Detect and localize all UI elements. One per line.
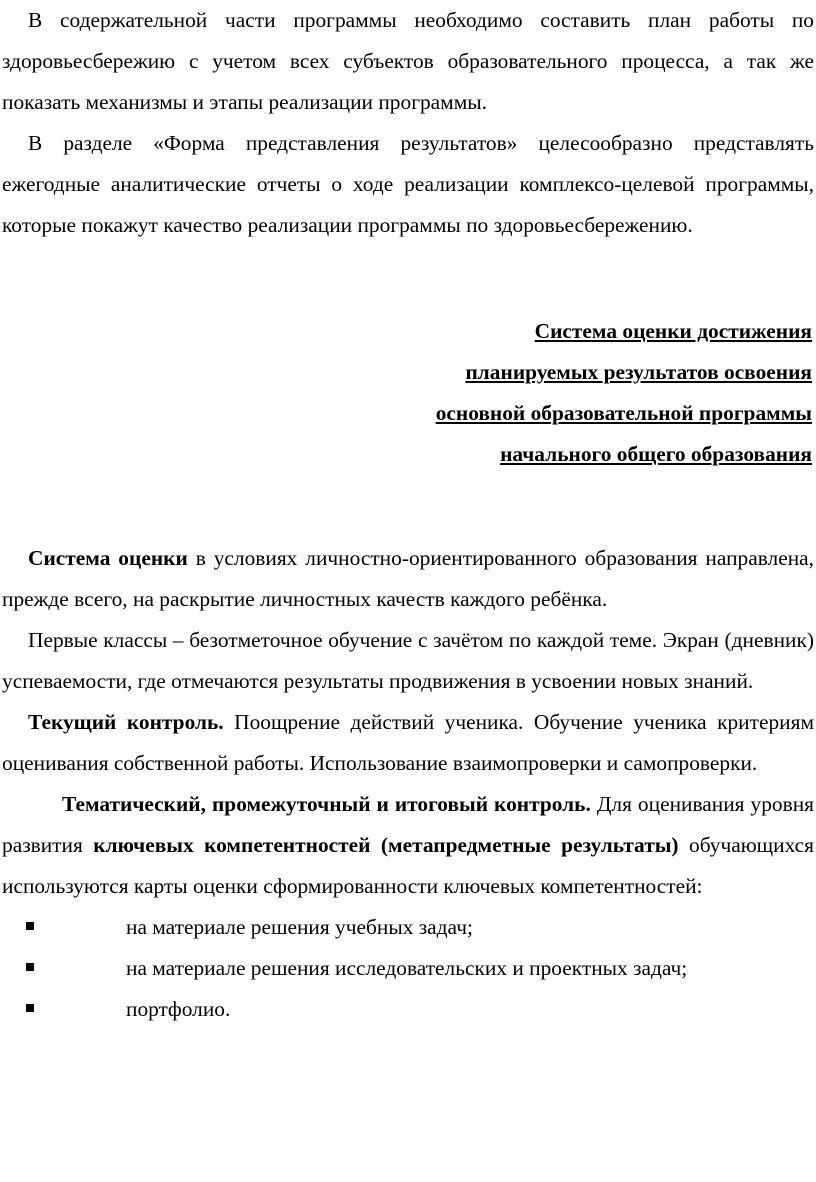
paragraph-results-form: В разделе «Форма представления результатов» целесообразно представлять ежегодные аналитические отчеты о ходе реализации комплексо-целевой программы, которые покажут качество реализации программы по здоровьесбережению.: [2, 131, 814, 237]
paragraph-thematic-control: [2, 784, 814, 907]
key-competencies-term: ключевых компетентностей (метапредметные результаты): [93, 833, 679, 857]
paragraph-first-classes: Первые классы – безотметочное обучение с зачётом по каждой теме. Экран (дневник) успеваемости, где отмечаются результаты продвижения в усвоении новых знаний.: [2, 628, 814, 693]
paragraph-assessment-system: [2, 538, 814, 620]
section-heading: [2, 311, 814, 475]
assessment-system-term: Система оценки: [28, 546, 188, 570]
heading-line-2: планируемых результатов освоения: [465, 360, 812, 384]
thematic-control-term: Тематический, промежуточный и итоговый контроль.: [62, 792, 591, 816]
list-item: портфолио.: [2, 989, 814, 1030]
thematic-control-text-1: Для оценивания уровня развития: [2, 792, 814, 857]
thematic-control-text-2: обучающихся используются карты оценки сформированности ключевых компетентностей:: [2, 833, 815, 898]
heading-line-4: начального общего образования: [500, 442, 812, 466]
square-bullet-icon: [26, 963, 34, 971]
current-control-term: Текущий контроль.: [28, 710, 224, 734]
paragraph-content-plan: В содержательной части программы необходимо составить план работы по здоровьесбережию с учетом всех субъектов образовательного процесса, а так же показать механизмы и этапы реализации программы.: [2, 8, 814, 114]
square-bullet-icon: [26, 922, 34, 930]
assessment-system-text: в условиях личностно-ориентированного образования направлена, прежде всего, на раскрытие личностных качеств каждого ребёнка.: [2, 546, 814, 611]
heading-line-1: Система оценки достижения: [534, 319, 812, 343]
list-item: на материале решения учебных задач;: [2, 907, 814, 948]
competency-cards-list: [2, 907, 814, 1030]
heading-line-3: основной образовательной программы: [435, 401, 812, 425]
paragraph-current-control: [2, 702, 814, 784]
current-control-text: Поощрение действий ученика. Обучение ученика критериям оценивания собственной работы. Использование взаимопроверки и самопроверки.: [2, 710, 814, 775]
square-bullet-icon: [26, 1004, 34, 1012]
list-item: на материале решения исследовательских и проектных задач;: [2, 948, 814, 989]
